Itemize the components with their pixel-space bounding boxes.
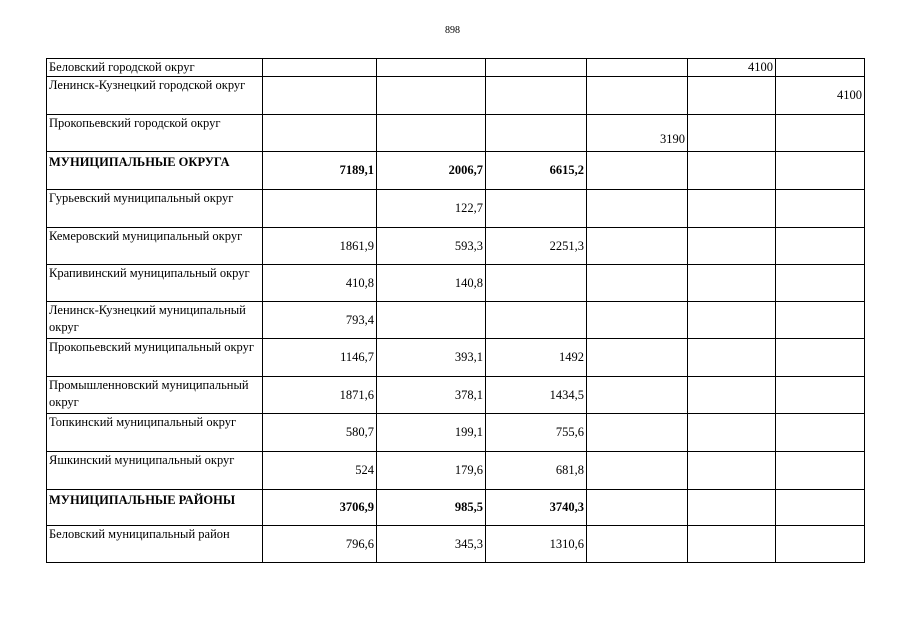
row-name: Гурьевский муниципальный округ [47,190,263,228]
section-header-row [47,490,865,526]
cell-col-1 [263,190,377,228]
cell-col-5: 4100 [688,59,776,77]
cell-col-5 [688,77,776,115]
cell-col-2: 393,1 [377,339,486,377]
cell-col-3: 681,8 [486,452,587,490]
cell-col-4 [587,59,688,77]
section-title: МУНИЦИПАЛЬНЫЕ РАЙОНЫ [47,490,263,526]
cell-col-2: 199,1 [377,414,486,452]
table-row [47,339,865,377]
cell-col-5 [688,152,776,190]
row-name: Кемеровский муниципальный округ [47,228,263,265]
row-name: Беловский городской округ [47,59,263,77]
cell-col-1: 793,4 [263,302,377,339]
cell-col-3 [486,115,587,152]
cell-col-6 [776,526,865,563]
cell-col-5 [688,490,776,526]
cell-col-5 [688,265,776,302]
cell-col-3 [486,59,587,77]
cell-col-2: 985,5 [377,490,486,526]
cell-col-1: 1871,6 [263,377,377,414]
cell-col-1 [263,115,377,152]
cell-col-2 [377,115,486,152]
cell-col-4 [587,377,688,414]
table-row [47,265,865,302]
row-name: Промышленновский муниципальный округ [47,377,263,414]
cell-col-4 [587,228,688,265]
row-name: Крапивинский муниципальный округ [47,265,263,302]
cell-col-5 [688,190,776,228]
row-name: Беловский муниципальный район [47,526,263,563]
cell-col-4: 3190 [587,115,688,152]
cell-col-6 [776,490,865,526]
cell-col-2: 140,8 [377,265,486,302]
cell-col-6 [776,339,865,377]
table-row [47,77,865,115]
cell-col-4 [587,526,688,563]
cell-col-4 [587,339,688,377]
table-row [47,452,865,490]
cell-col-5 [688,228,776,265]
row-name: Яшкинский муниципальный округ [47,452,263,490]
cell-col-2: 122,7 [377,190,486,228]
cell-col-5 [688,377,776,414]
row-name: Топкинский муниципальный округ [47,414,263,452]
row-name: Прокопьевский муниципальный округ [47,339,263,377]
table-row [47,414,865,452]
cell-col-6 [776,452,865,490]
cell-col-1: 580,7 [263,414,377,452]
row-name: Ленинск-Кузнецкий муниципальный округ [47,302,263,339]
cell-col-2 [377,59,486,77]
cell-col-2: 345,3 [377,526,486,563]
row-name: Ленинск-Кузнецкий городской округ [47,77,263,115]
cell-col-4 [587,302,688,339]
cell-col-1: 410,8 [263,265,377,302]
cell-col-6 [776,115,865,152]
cell-col-4 [587,77,688,115]
cell-col-6 [776,414,865,452]
cell-col-3 [486,265,587,302]
cell-col-6 [776,377,865,414]
cell-col-4 [587,152,688,190]
budget-table [46,58,865,563]
cell-col-3: 6615,2 [486,152,587,190]
cell-col-4 [587,490,688,526]
table-row [47,115,865,152]
cell-col-4 [587,190,688,228]
cell-col-5 [688,526,776,563]
cell-col-6 [776,302,865,339]
table-row [47,377,865,414]
cell-col-2: 179,6 [377,452,486,490]
cell-col-4 [587,265,688,302]
table-row [47,228,865,265]
cell-col-1: 3706,9 [263,490,377,526]
cell-col-2 [377,302,486,339]
cell-col-6 [776,265,865,302]
table-row [47,526,865,563]
cell-col-3 [486,302,587,339]
cell-col-3 [486,77,587,115]
cell-col-2 [377,77,486,115]
cell-col-6 [776,59,865,77]
cell-col-1: 796,6 [263,526,377,563]
cell-col-4 [587,452,688,490]
cell-col-1: 1146,7 [263,339,377,377]
cell-col-5 [688,302,776,339]
table-row [47,59,865,77]
cell-col-5 [688,115,776,152]
cell-col-3: 3740,3 [486,490,587,526]
cell-col-6: 4100 [776,77,865,115]
section-title: МУНИЦИПАЛЬНЫЕ ОКРУГА [47,152,263,190]
cell-col-4 [587,414,688,452]
page-number: 898 [445,25,460,36]
cell-col-6 [776,152,865,190]
cell-col-6 [776,228,865,265]
cell-col-5 [688,414,776,452]
cell-col-3 [486,190,587,228]
cell-col-2: 2006,7 [377,152,486,190]
cell-col-3: 755,6 [486,414,587,452]
cell-col-1 [263,59,377,77]
cell-col-3: 1310,6 [486,526,587,563]
cell-col-3: 2251,3 [486,228,587,265]
cell-col-2: 593,3 [377,228,486,265]
cell-col-3: 1434,5 [486,377,587,414]
row-name: Прокопьевский городской округ [47,115,263,152]
section-header-row [47,152,865,190]
cell-col-1 [263,77,377,115]
cell-col-1: 7189,1 [263,152,377,190]
table-row [47,302,865,339]
cell-col-2: 378,1 [377,377,486,414]
cell-col-3: 1492 [486,339,587,377]
cell-col-6 [776,190,865,228]
cell-col-1: 1861,9 [263,228,377,265]
cell-col-5 [688,452,776,490]
cell-col-5 [688,339,776,377]
cell-col-1: 524 [263,452,377,490]
table-row [47,190,865,228]
